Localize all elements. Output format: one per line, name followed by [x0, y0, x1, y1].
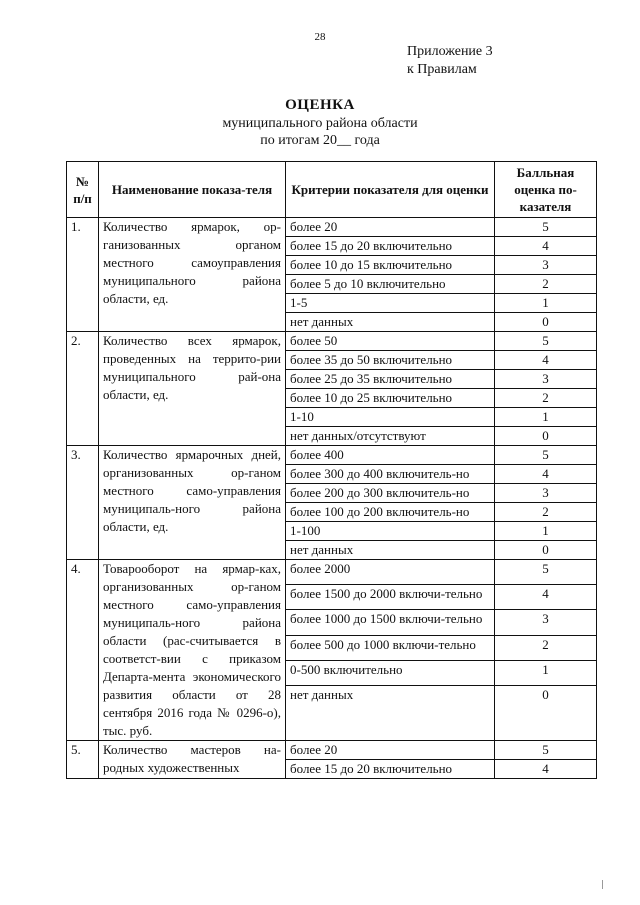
criteria-cell: более 500 до 1000 включи-тельно [286, 635, 495, 660]
title-subtitle-1: муниципального района области [222, 116, 418, 131]
appendix-label [407, 43, 493, 79]
score-cell: 1 [495, 408, 597, 427]
score-cell: 5 [495, 446, 597, 465]
score-cell: 4 [495, 760, 597, 779]
criteria-cell: нет данных [286, 313, 495, 332]
score-cell: 3 [495, 484, 597, 503]
criteria-cell: более 50 [286, 332, 495, 351]
edge-mark [602, 880, 603, 889]
header-indicator-name: Наименование показа-теля [99, 162, 286, 218]
score-cell: 4 [495, 351, 597, 370]
criteria-cell: 0-500 включительно [286, 660, 495, 685]
criteria-cell: более 100 до 200 включитель-но [286, 503, 495, 522]
criteria-cell: нет данных/отсутствуют [286, 427, 495, 446]
header-criteria: Критерии показателя для оценки [286, 162, 495, 218]
score-cell: 0 [495, 427, 597, 446]
score-cell: 0 [495, 313, 597, 332]
score-cell: 1 [495, 660, 597, 685]
indicator-name: Товарооборот на ярмар-ках, организованных ор-ганом местного само-управления муниципаль-ного района области (рас-считывается в соответст-вии с приказом Департа-мента экономического развития области от 28 сентября 2016 года № 0296-о), тыс. руб. [99, 560, 286, 741]
assessment-table [66, 161, 597, 779]
criteria-cell: 1-10 [286, 408, 495, 427]
criteria-cell: нет данных [286, 686, 495, 741]
criteria-cell: более 200 до 300 включитель-но [286, 484, 495, 503]
criteria-cell: более 5 до 10 включительно [286, 275, 495, 294]
score-cell: 3 [495, 256, 597, 275]
criteria-cell: 1-5 [286, 294, 495, 313]
table-row [67, 446, 597, 465]
table-row [67, 218, 597, 237]
criteria-cell: более 400 [286, 446, 495, 465]
score-cell: 2 [495, 503, 597, 522]
title-subtitle-2: по итогам 20__ года [260, 133, 380, 148]
score-cell: 4 [495, 465, 597, 484]
header-score: Балльная оценка по-казателя [495, 162, 597, 218]
score-cell: 4 [495, 237, 597, 256]
score-cell: 5 [495, 332, 597, 351]
table-header-row [67, 162, 597, 218]
score-cell: 0 [495, 541, 597, 560]
criteria-cell: более 10 до 15 включительно [286, 256, 495, 275]
table-row [67, 560, 597, 585]
row-number: 5. [67, 741, 99, 779]
score-cell: 0 [495, 686, 597, 741]
criteria-cell: более 15 до 20 включительно [286, 760, 495, 779]
title-main: ОЦЕНКА [285, 97, 355, 113]
score-cell: 4 [495, 585, 597, 610]
score-cell: 2 [495, 635, 597, 660]
score-cell: 5 [495, 741, 597, 760]
table-row [67, 332, 597, 351]
criteria-cell: 1-100 [286, 522, 495, 541]
row-number: 2. [67, 332, 99, 446]
score-cell: 2 [495, 275, 597, 294]
document-title [0, 96, 640, 149]
criteria-cell: более 2000 [286, 560, 495, 585]
score-cell: 3 [495, 610, 597, 635]
score-cell: 2 [495, 389, 597, 408]
criteria-cell: более 1500 до 2000 включи-тельно [286, 585, 495, 610]
appendix-line-1: Приложение 3 [407, 44, 493, 59]
score-cell: 5 [495, 560, 597, 585]
criteria-cell: более 35 до 50 включительно [286, 351, 495, 370]
indicator-name: Количество ярмарок, ор-ганизованных органом местного самоуправления муниципального района области, ед. [99, 218, 286, 332]
criteria-cell: более 10 до 25 включительно [286, 389, 495, 408]
criteria-cell: более 300 до 400 включитель-но [286, 465, 495, 484]
row-number: 4. [67, 560, 99, 741]
row-number: 3. [67, 446, 99, 560]
score-cell: 5 [495, 218, 597, 237]
score-cell: 1 [495, 522, 597, 541]
criteria-cell: более 1000 до 1500 включи-тельно [286, 610, 495, 635]
criteria-cell: более 20 [286, 218, 495, 237]
indicator-name: Количество всех ярмарок, проведенных на террито-рии муниципального рай-она области, ед. [99, 332, 286, 446]
table-row [67, 741, 597, 760]
page-number: 28 [314, 31, 326, 43]
criteria-cell: более 25 до 35 включительно [286, 370, 495, 389]
score-cell: 1 [495, 294, 597, 313]
header-number: № п/п [67, 162, 99, 218]
table-body [67, 218, 597, 779]
criteria-cell: нет данных [286, 541, 495, 560]
indicator-name: Количество ярмарочных дней, организованных ор-ганом местного само-управления муниципаль-ного района области, ед. [99, 446, 286, 560]
score-cell: 3 [495, 370, 597, 389]
row-number: 1. [67, 218, 99, 332]
criteria-cell: более 20 [286, 741, 495, 760]
appendix-line-2: к Правилам [407, 62, 477, 77]
criteria-cell: более 15 до 20 включительно [286, 237, 495, 256]
indicator-name: Количество мастеров на-родных художественных [99, 741, 286, 779]
